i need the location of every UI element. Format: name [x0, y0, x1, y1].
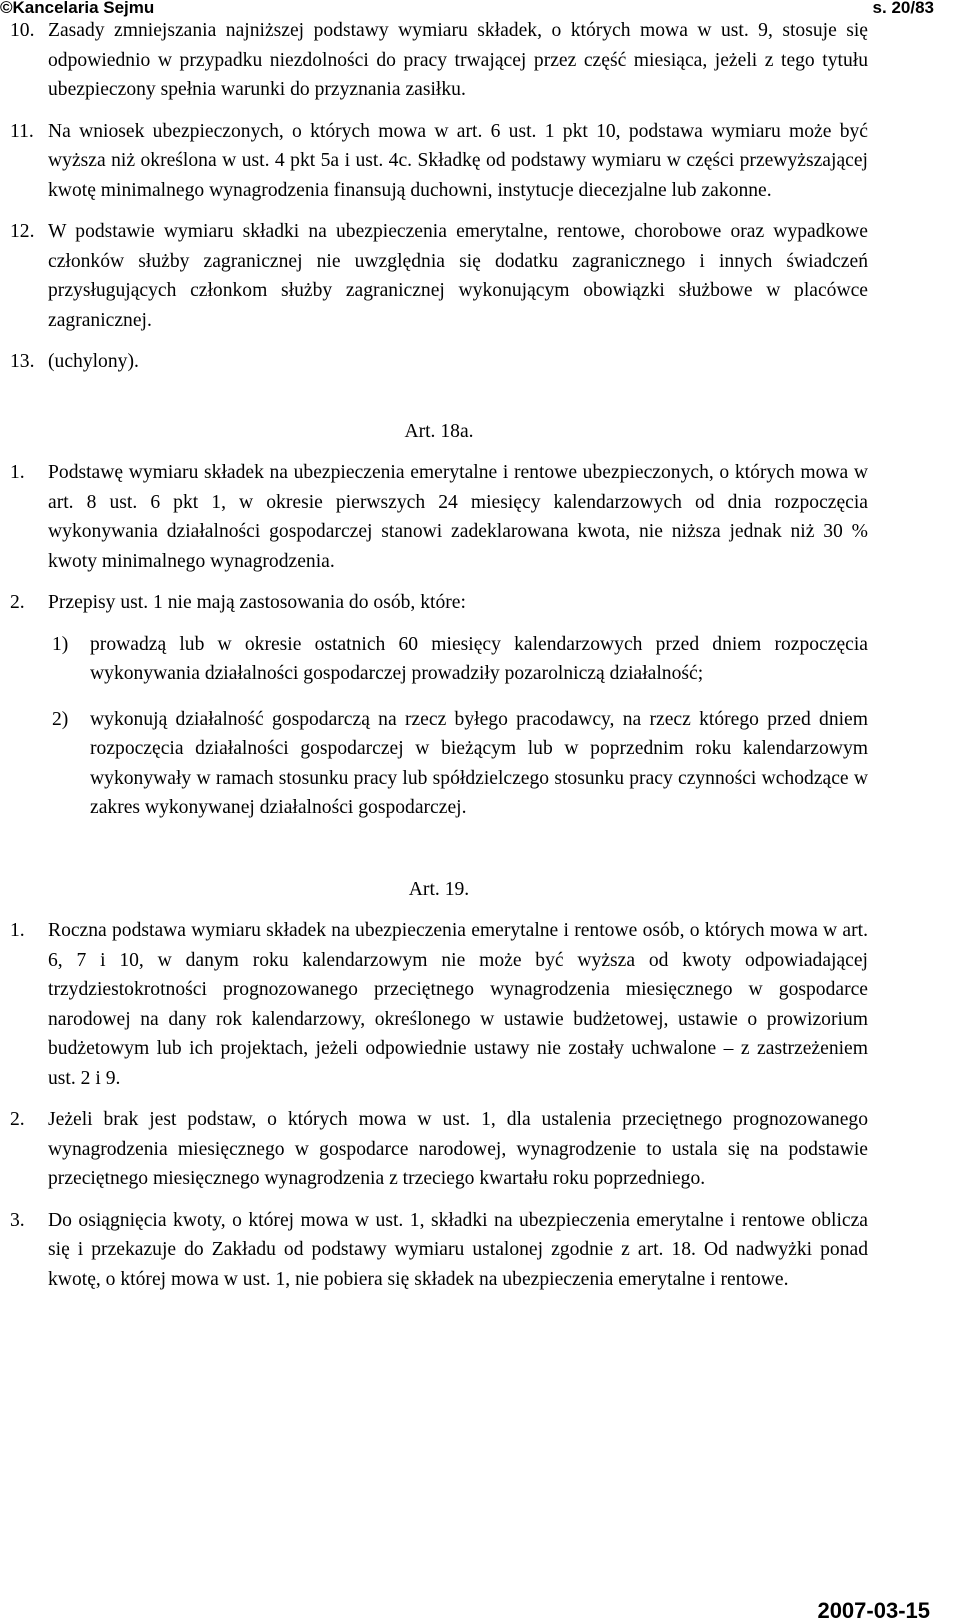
article-19-paragraph-3: [10, 1206, 868, 1295]
paragraph-text: W podstawie wymiaru składki na ubezpieczenia emerytalne, rentowe, chorobowe oraz wypadkowe członków służby zagranicznej nie uwzględnia się dodatku zagranicznego i innych świadczeń przysługujących członkom służby zagranicznej wykonującym obowiązki służbowe w placówce zagranicznej.: [48, 221, 868, 331]
article-18a-paragraph-1: [10, 458, 868, 576]
paragraph-text: Podstawę wymiaru składek na ubezpieczenia emerytalne i rentowe ubezpieczonych, o których mowa w art. 8 ust. 6 pkt 1, w okresie pierwszych 24 miesięcy kalendarzowych od dnia rozpoczęcia wykonywania działalności gospodarczej stanowi zadeklarowana kwota, nie niższa jednak niż 30 % kwoty minimalnego wynagrodzenia.: [48, 462, 868, 572]
paragraph-label: 1.: [10, 462, 25, 483]
paragraph-12: [10, 217, 868, 335]
paragraph-text: Jeżeli brak jest podstaw, o których mowa w ust. 1, dla ustalenia przeciętnego prognozowanego wynagrodzenia miesięcznego w gospodarce narodowej, wynagrodzenie to ustala się na podstawie przeciętnego miesięcznego wynagrodzenia z trzeciego kwartału roku poprzedniego.: [48, 1109, 868, 1189]
footer-date: 2007-03-15: [817, 1598, 930, 1623]
list-item-text: prowadzą lub w okresie ostatnich 60 miesięcy kalendarzowych przed dniem rozpoczęcia wykonywania działalności gospodarczej prowadziły pozarolniczą działalność;: [90, 633, 868, 684]
article-19-paragraph-1: [10, 916, 868, 1093]
paragraph-label: 2.: [10, 592, 25, 613]
list-item: [10, 630, 868, 689]
paragraph-13: [10, 347, 868, 377]
header-page-number: s. 20/83: [872, 0, 934, 17]
paragraph-text: Zasady zmniejszania najniższej podstawy wymiaru składek, o których mowa w ust. 9, stosuje się odpowiednio w przypadku niezdolności do pracy trwającej przez część miesiąca, jeżeli z tego tytułu ubezpieczony spełnia warunki do przyznania zasiłku.: [48, 20, 868, 100]
document-body: [10, 16, 868, 1306]
paragraph-text: (uchylony).: [48, 351, 139, 372]
paragraph-label: 11.: [10, 120, 34, 142]
article-19-title: Art. 19.: [408, 878, 470, 900]
paragraph-10: [10, 16, 868, 105]
article-18a-item-list: [10, 630, 868, 823]
paragraph-text: Roczna podstawa wymiaru składek na ubezpieczenia emerytalne i rentowe osób, o których mowa w art. 6, 7 i 10, w danym roku kalendarzowym nie może być wyższa od kwoty odpowiadającej trzydziestokrotności prognozowanego przeciętnego wynagrodzenia miesięcznego w gospodarce narodowej na dany rok kalendarzowy, określonego w ustawie budżetowej, ustawie o prowizorium budżetowym lub ich projektach, jeżeli odpowiednie ustawy nie zostały uchwalone – z zastrzeżeniem ust. 2 i 9.: [48, 920, 868, 1089]
list-item-number: 2): [52, 708, 69, 730]
article-19-paragraph-2: [10, 1105, 868, 1194]
article-18a-paragraph-2: [10, 588, 868, 618]
list-item-number: 1): [52, 633, 69, 655]
paragraph-label: 1.: [10, 920, 25, 941]
paragraph-text: Do osiągnięcia kwoty, o której mowa w ust. 1, składki na ubezpieczenia emerytalne i rentowe oblicza się i przekazuje do Zakładu od podstawy wymiaru ustalonej zgodnie z art. 18. Od nadwyżki ponad kwotę, o której mowa w ust. 1, nie pobiera się składek na ubezpieczenia emerytalne i rentowe.: [48, 1209, 868, 1290]
paragraph-label: 12.: [10, 221, 35, 242]
paragraph-text: Przepisy ust. 1 nie mają zastosowania do osób, które:: [48, 592, 466, 613]
paragraph-label: 2.: [10, 1109, 25, 1130]
article-18a-title: Art. 18a.: [404, 420, 474, 442]
list-item: [10, 705, 868, 823]
paragraph-11: [10, 117, 868, 206]
paragraph-label: 10.: [10, 20, 35, 41]
paragraph-text: Na wniosek ubezpieczonych, o których mowa w art. 6 ust. 1 pkt 10, podstawa wymiaru może być wyższa niż określona w ust. 4 pkt 5a i ust. 4c. Składkę od podstawy wymiaru w części przewyższającej kwotę minimalnego wynagrodzenia finansują duchowni, instytucje diecezjalne lub zakonne.: [48, 120, 868, 201]
header-publisher: ©Kancelaria Sejmu: [0, 0, 155, 17]
list-item-text: wykonują działalność gospodarczą na rzecz byłego pracodawcy, na rzecz którego przed dniem rozpoczęcia działalności gospodarczej w bieżącym lub w poprzednim roku kalendarzowym wykonywały w ramach stosunku pracy lub spółdzielczego stosunku pracy czynności wchodzące w zakres wykonywanej działalności gospodarczej.: [90, 708, 868, 818]
paragraph-label: 13.: [10, 351, 35, 372]
paragraph-label: 3.: [10, 1209, 25, 1231]
